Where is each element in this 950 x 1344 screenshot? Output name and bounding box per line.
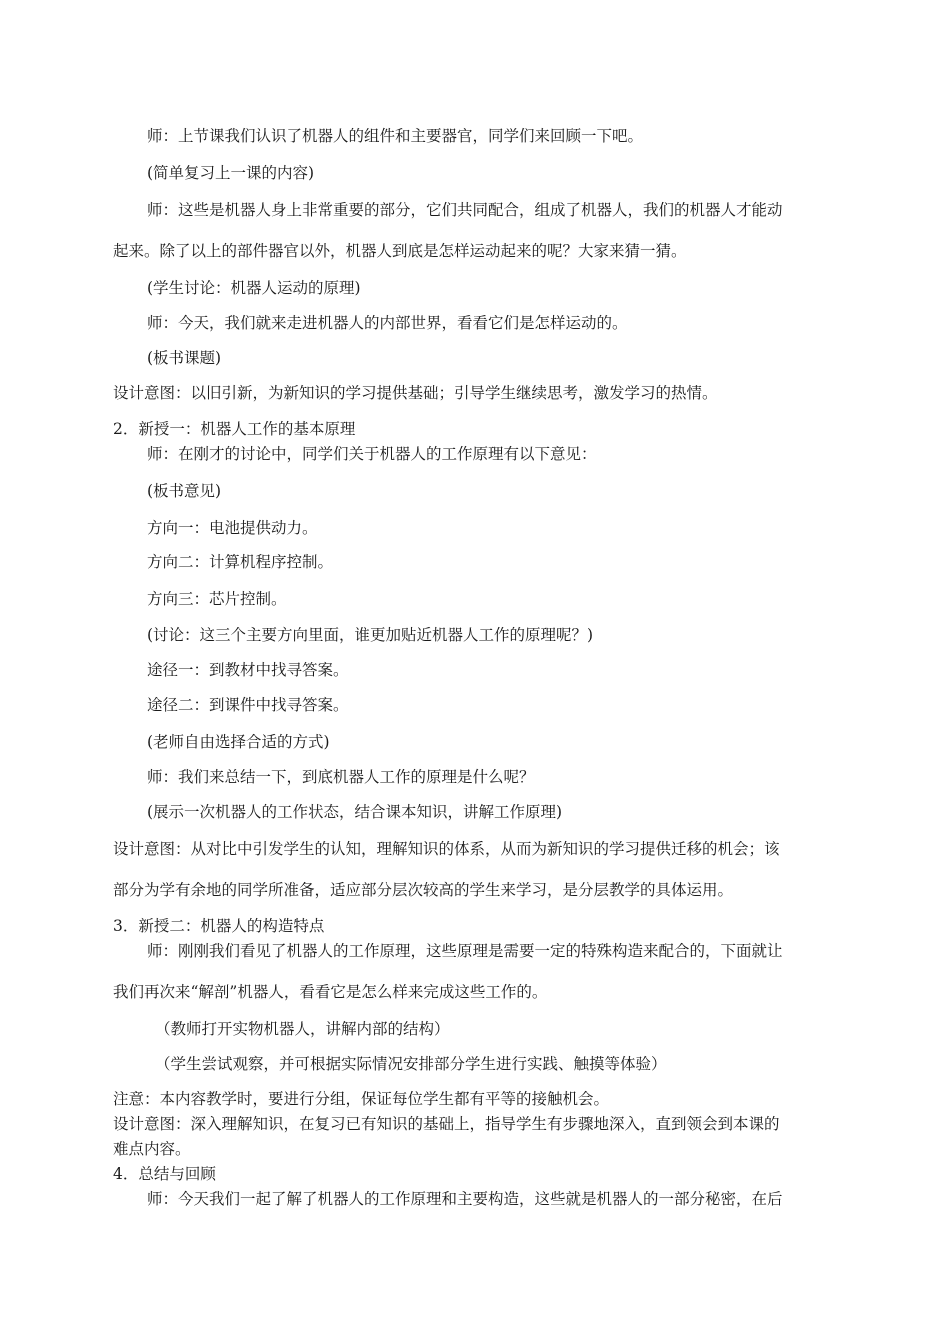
- design-intent-line: 设计意图：从对比中引发学生的认知，理解知识的体系，从而为新知识的学习提供迁移的机会；该: [113, 840, 780, 858]
- section-heading: 4．总结与回顾: [113, 1165, 216, 1183]
- paragraph-line: 部分为学有余地的同学所准备，适应部分层次较高的学生来学习，是分层教学的具体运用。: [113, 881, 734, 899]
- paragraph-line: （教师打开实物机器人，讲解内部的结构）: [155, 1020, 450, 1038]
- paragraph-line: (简单复习上一课的内容): [147, 164, 315, 182]
- paragraph-line: (板书意见): [147, 482, 222, 500]
- paragraph-line: 师：刚刚我们看见了机器人的工作原理，这些原理是需要一定的特殊构造来配合的，下面就让: [147, 942, 783, 960]
- design-intent-line: 设计意图：深入理解知识，在复习已有知识的基础上，指导学生有步骤地深入，直到领会到本课的: [113, 1115, 780, 1133]
- paragraph-line: 师：在刚才的讨论中，同学们关于机器人的工作原理有以下意见：: [147, 445, 597, 463]
- design-intent-line: 设计意图：以旧引新，为新知识的学习提供基础；引导学生继续思考，激发学习的热情。: [113, 384, 718, 402]
- paragraph-line: 起来。除了以上的部件器官以外，机器人到底是怎样运动起来的呢？大家来猜一猜。: [113, 242, 687, 260]
- paragraph-line: (讨论：这三个主要方向里面，谁更加贴近机器人工作的原理呢？): [147, 626, 594, 644]
- paragraph-line: (展示一次机器人的工作状态，结合课本知识，讲解工作原理): [147, 803, 563, 821]
- paragraph-line: (板书课题): [147, 349, 222, 367]
- paragraph-line: 师：今天，我们就来走进机器人的内部世界，看看它们是怎样运动的。: [147, 314, 628, 332]
- paragraph-line: 师：上节课我们认识了机器人的组件和主要器官，同学们来回顾一下吧。: [147, 127, 644, 145]
- note-line: 注意：本内容教学时，要进行分组，保证每位学生都有平等的接触机会。: [113, 1090, 610, 1108]
- paragraph-line: 师：今天我们一起了解了机器人的工作原理和主要构造，这些就是机器人的一部分秘密，在后: [147, 1190, 783, 1208]
- section-heading: 2．新授一：机器人工作的基本原理: [113, 420, 356, 438]
- paragraph-line: 途径二：到课件中找寻答案。: [147, 696, 349, 714]
- section-heading: 3．新授二：机器人的构造特点: [113, 917, 325, 935]
- paragraph-line: 方向一：电池提供动力。: [147, 519, 318, 537]
- paragraph-line: (老师自由选择合适的方式): [147, 733, 330, 751]
- paragraph-line: 方向二：计算机程序控制。: [147, 553, 334, 571]
- paragraph-line: 师：我们来总结一下，到底机器人工作的原理是什么呢？: [147, 768, 535, 786]
- paragraph-line: 师：这些是机器人身上非常重要的部分，它们共同配合，组成了机器人，我们的机器人才能动: [147, 201, 783, 219]
- paragraph-line: （学生尝试观察，并可根据实际情况安排部分学生进行实践、触摸等体验）: [155, 1055, 667, 1073]
- paragraph-line: 难点内容。: [113, 1140, 191, 1158]
- paragraph-line: 途径一：到教材中找寻答案。: [147, 661, 349, 679]
- paragraph-line: 我们再次来“解剖”机器人，看看它是怎么样来完成这些工作的。: [113, 983, 548, 1001]
- paragraph-line: 方向三：芯片控制。: [147, 590, 287, 608]
- paragraph-line: (学生讨论：机器人运动的原理): [147, 279, 361, 297]
